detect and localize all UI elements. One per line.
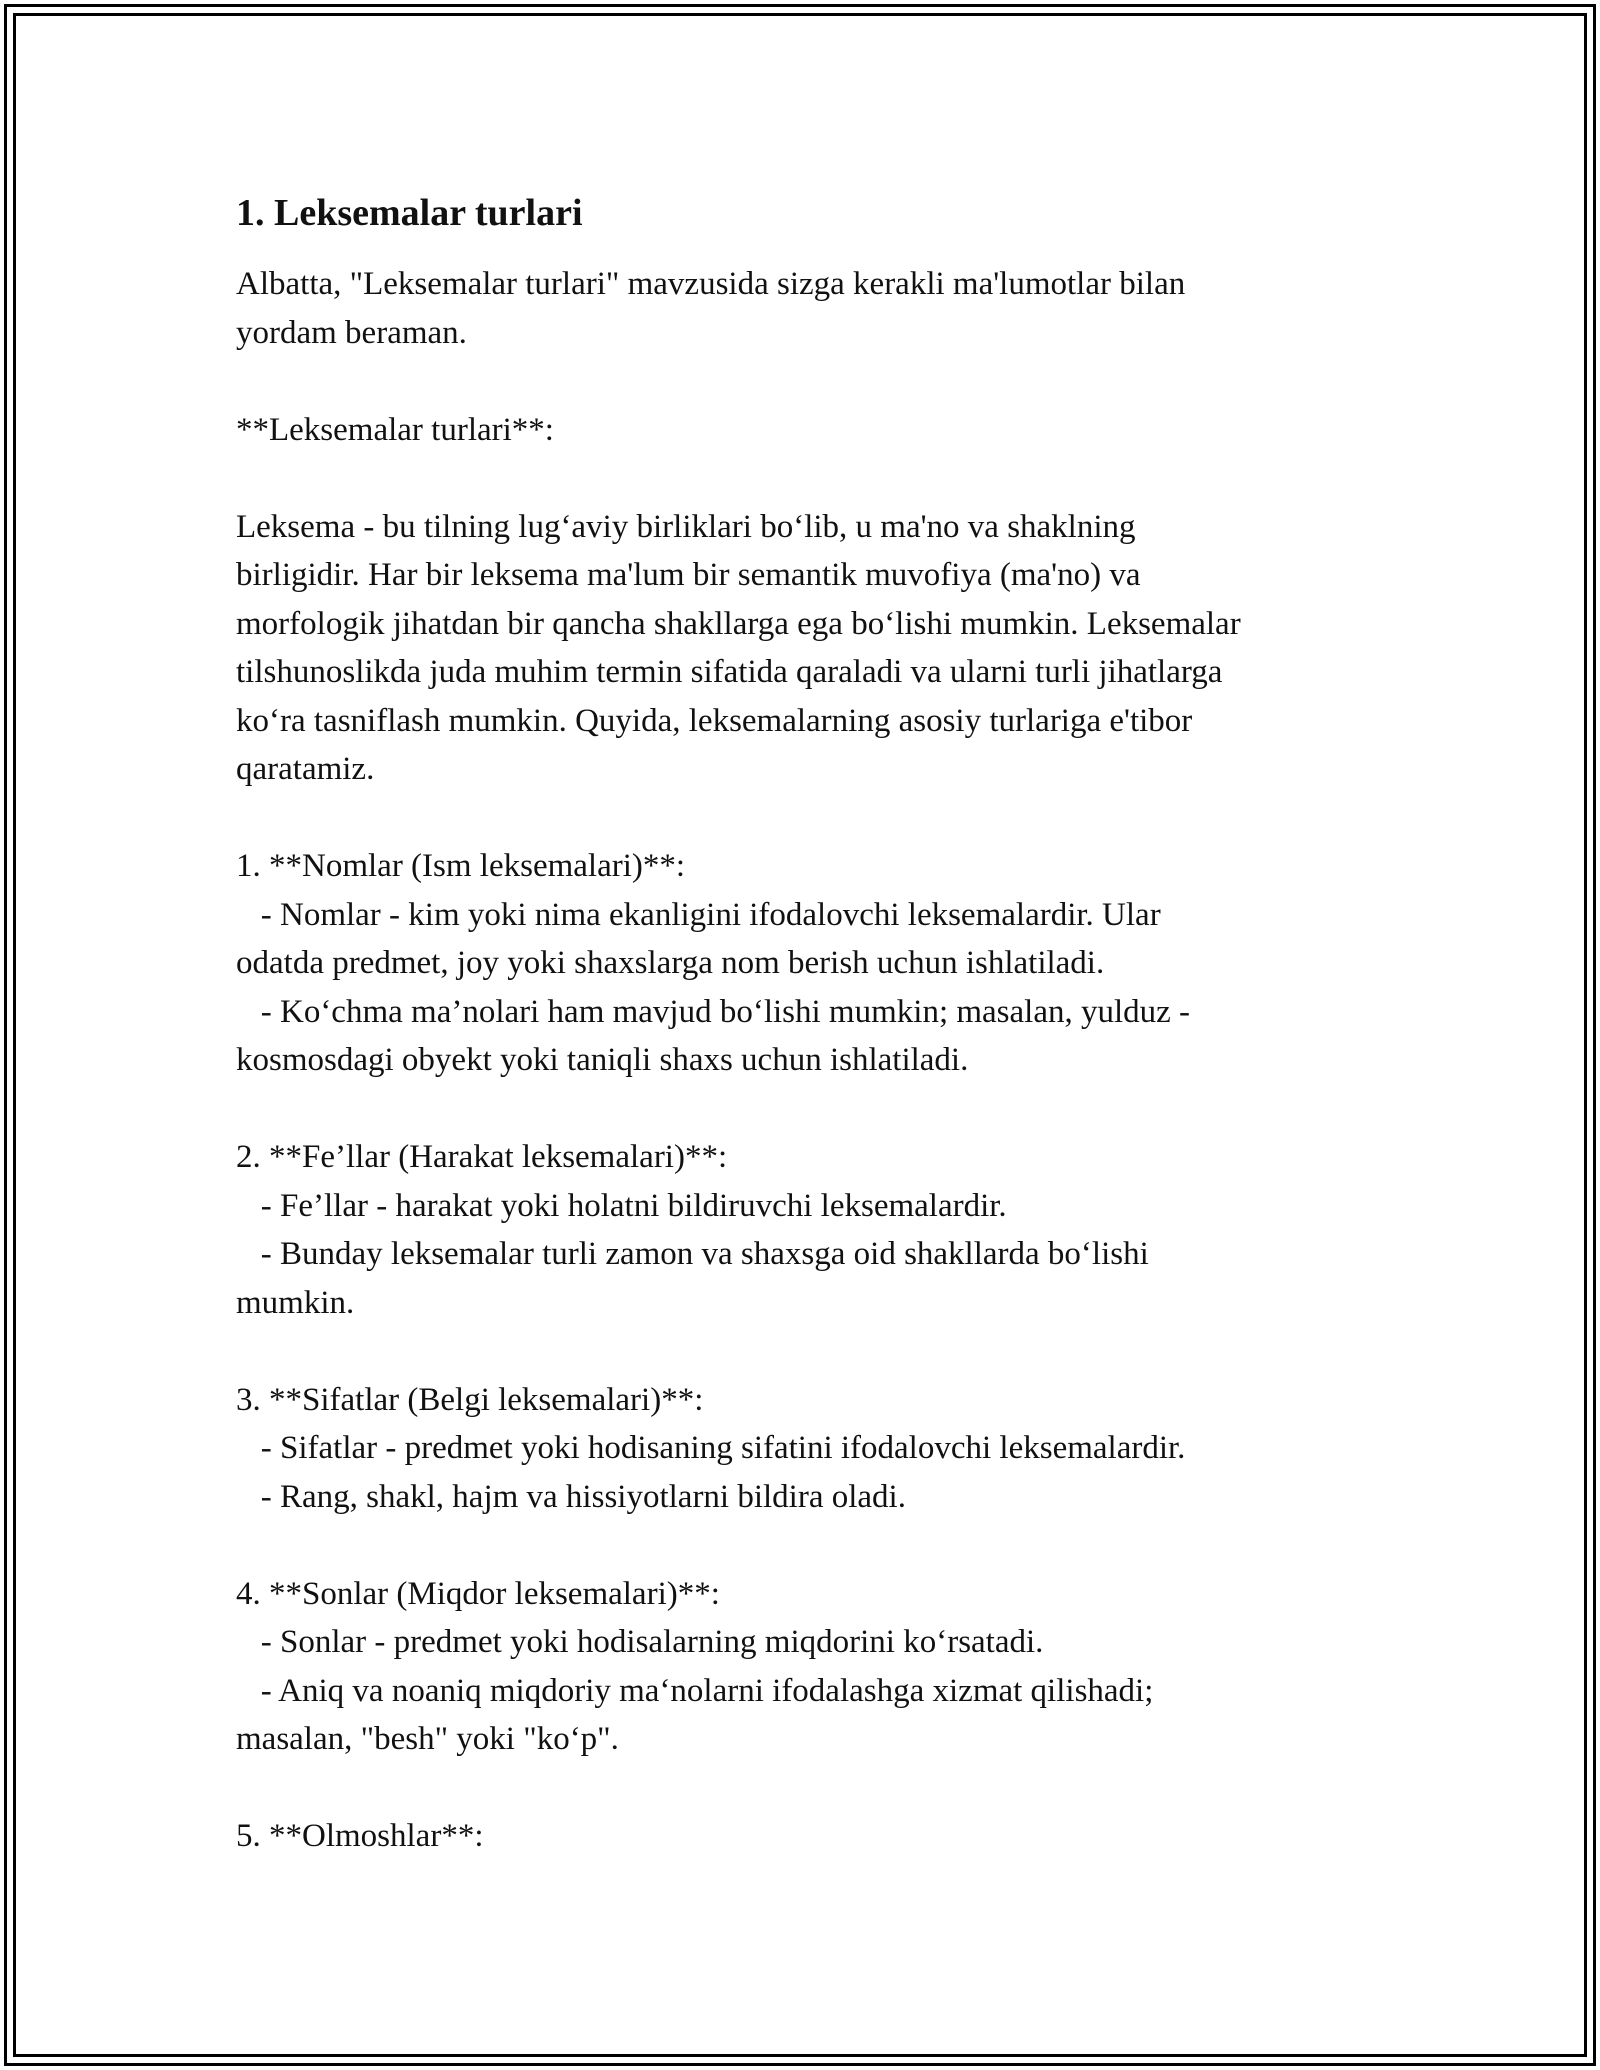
spacer — [236, 357, 1376, 406]
section-heading-olmoshlar: 5. **Olmoshlar**: — [236, 1818, 484, 1854]
section-body-nomlar: - Nomlar - kim yoki nima ekanligini ifodalovchi leksemalardir. Ular odatda predmet, joy yoki shaxslarga nom berish uchun ishlatiladi. - Ko‘chma ma’nolari ham mavjud bo‘lishi mumkin; masalan, yulduz - kosmosdagi obyekt yoki taniqli shaxs uchun ishlatiladi. — [236, 896, 1191, 1078]
definition-paragraph: Leksema - bu tilning lug‘aviy birliklari bo‘lib, u ma'no va shaklning birligidir. Har bir leksema ma'lum bir semantik muvofiya (ma'no) va morfologik jihatdan bir qancha shakllarga ega bo‘lishi mumkin. Leksemalar tilshunoslikda juda muhim termin sifatida qaraladi va ularni turli jihatlarga ko‘ra tasniflash mumkin. Quyida, leksemalarning asosiy turlariga e'tibor qaratamiz. — [236, 508, 1241, 787]
section-body-fellar: - Fe’llar - harakat yoki holatni bildiruvchi leksemalardir. - Bunday leksemalar turli zamon va shaxsga oid shakllarda bo‘lishi mumkin. — [236, 1187, 1149, 1321]
spacer — [236, 238, 1376, 260]
intro-paragraph: Albatta, "Leksemalar turlari" mavzusida sizga kerakli ma'lumotlar bilan yordam beraman. — [236, 266, 1186, 351]
spacer — [236, 794, 1376, 843]
spacer — [236, 454, 1376, 503]
section-body-sonlar: - Sonlar - predmet yoki hodisalarning miqdorini ko‘rsatadi. - Aniq va noaniq miqdoriy ma‘nolarni ifodalashga xizmat qilishadi; masalan, "besh" yoki "ko‘p". — [236, 1624, 1154, 1757]
spacer — [236, 1085, 1376, 1134]
spacer — [236, 1521, 1376, 1570]
subheading: **Leksemalar turlari**: — [236, 411, 554, 448]
section-heading-sonlar: 4. **Sonlar (Miqdor leksemalari)**: — [236, 1575, 720, 1612]
section-heading-sifatlar: 3. **Sifatlar (Belgi leksemalari)**: — [236, 1381, 704, 1418]
section-heading-nomlar: 1. **Nomlar (Ism leksemalari)**: — [236, 848, 686, 884]
document-body — [236, 188, 1376, 1861]
document-title: 1. Leksemalar turlari — [236, 192, 583, 234]
spacer — [236, 1327, 1376, 1376]
section-heading-fellar: 2. **Fe’llar (Harakat leksemalari)**: — [236, 1139, 728, 1175]
spacer — [236, 1764, 1376, 1813]
section-body-sifatlar: - Sifatlar - predmet yoki hodisaning sifatini ifodalovchi leksemalardir. - Rang, shakl, hajm va hissiyotlarni bildira oladi. — [260, 1430, 1186, 1515]
